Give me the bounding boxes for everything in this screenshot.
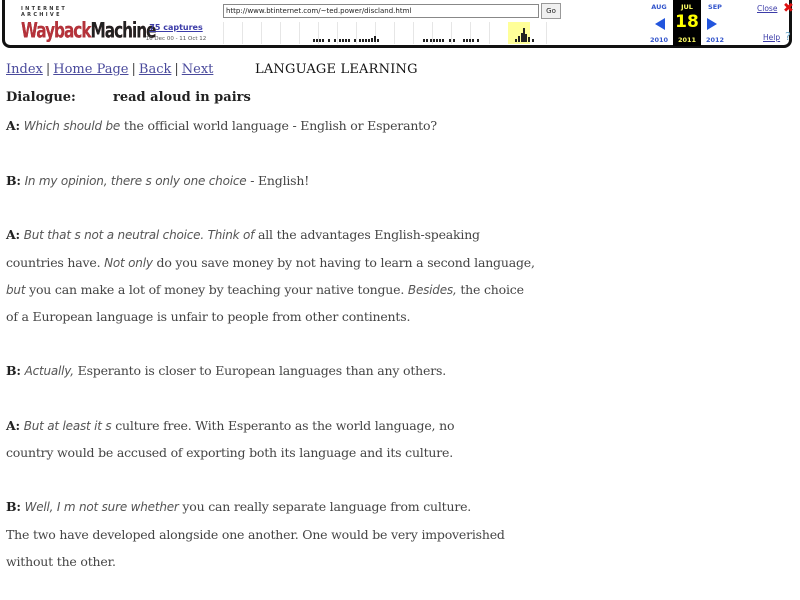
dialogue-line: A: Which should be the official world language - English or Esperanto? — [6, 118, 437, 133]
dialogue-line: B: Well, I m not sure whether you can really separate language from culture. — [6, 499, 472, 514]
dialogue-line: but you can make a lot of money by teaching your native tongue. Besides, the choice — [6, 282, 524, 297]
nav-separator: | — [174, 62, 179, 77]
calendar-navigator — [645, 2, 735, 46]
nav-separator: | — [131, 62, 136, 77]
help-link[interactable]: Help — [763, 33, 781, 42]
nav-next[interactable]: Next — [181, 62, 214, 77]
captures-info — [133, 23, 219, 42]
dialogue-line: The two have developed alongside one another. One would be very impoverished — [6, 527, 505, 542]
current-day: 18 — [675, 12, 699, 32]
dialogue-line: B: In my opinion, there s only one choice - English! — [6, 173, 310, 188]
wayback-toolbar — [2, 0, 792, 48]
dialogue-line: A: But at least it s culture free. With Esperanto as the world language, no — [6, 418, 455, 433]
prev-capture[interactable] — [645, 2, 673, 44]
captures-link[interactable]: 75 captures — [149, 23, 203, 32]
close-link[interactable]: Close — [757, 4, 778, 13]
dialogue-line: countries have. Not only do you save money by not having to learn a second language, — [6, 255, 535, 270]
go-button[interactable]: Go — [541, 3, 561, 19]
nav-home-page[interactable]: Home Page — [53, 62, 129, 77]
logo-wayback-machine: WaybackMachine — [21, 18, 156, 44]
next-arrow-icon[interactable] — [707, 18, 717, 30]
next-month: SEP — [708, 3, 722, 11]
help-icon[interactable]: ? — [785, 30, 791, 43]
captures-range: 16 Dec 00 - 11 Oct 12 — [145, 36, 207, 42]
url-input[interactable]: http://www.btinternet.com/~ted.power/discland.html — [223, 4, 539, 18]
nav-index[interactable]: Index — [6, 62, 43, 77]
prev-arrow-icon[interactable] — [655, 18, 665, 30]
dialogue-line: country would be accused of exporting both its language and its culture. — [6, 445, 454, 460]
wayback-logo[interactable] — [21, 6, 156, 44]
dialogue-line: without the other. — [6, 554, 116, 569]
dialogue-heading — [6, 90, 251, 105]
capture-sparkline[interactable] — [223, 22, 643, 44]
current-year: 2011 — [677, 36, 697, 44]
prev-year[interactable]: 2010 — [649, 36, 669, 44]
dialogue-instruction: read aloud in pairs — [113, 90, 251, 105]
nav-separator: | — [45, 62, 51, 77]
current-capture — [673, 0, 701, 46]
logo-internet-archive: INTERNET ARCHIVE — [21, 6, 68, 18]
next-year[interactable]: 2012 — [705, 36, 725, 44]
close-icon[interactable]: ✖ — [783, 1, 794, 16]
current-month: JUL — [681, 3, 693, 11]
page-nav — [6, 62, 213, 77]
next-capture[interactable] — [701, 2, 729, 44]
nav-back[interactable]: Back — [138, 62, 172, 77]
page-title: LANGUAGE LEARNING — [255, 62, 418, 77]
dialogue-line: B: Actually, Esperanto is closer to European languages than any others. — [6, 363, 446, 378]
prev-month: AUG — [651, 3, 667, 11]
dialogue-line: of a European language is unfair to people from other continents. — [6, 309, 411, 324]
dialogue-line: A: But that s not a neutral choice. Think of all the advantages English-speaking — [6, 227, 480, 242]
dialogue-label: Dialogue: — [6, 90, 76, 105]
